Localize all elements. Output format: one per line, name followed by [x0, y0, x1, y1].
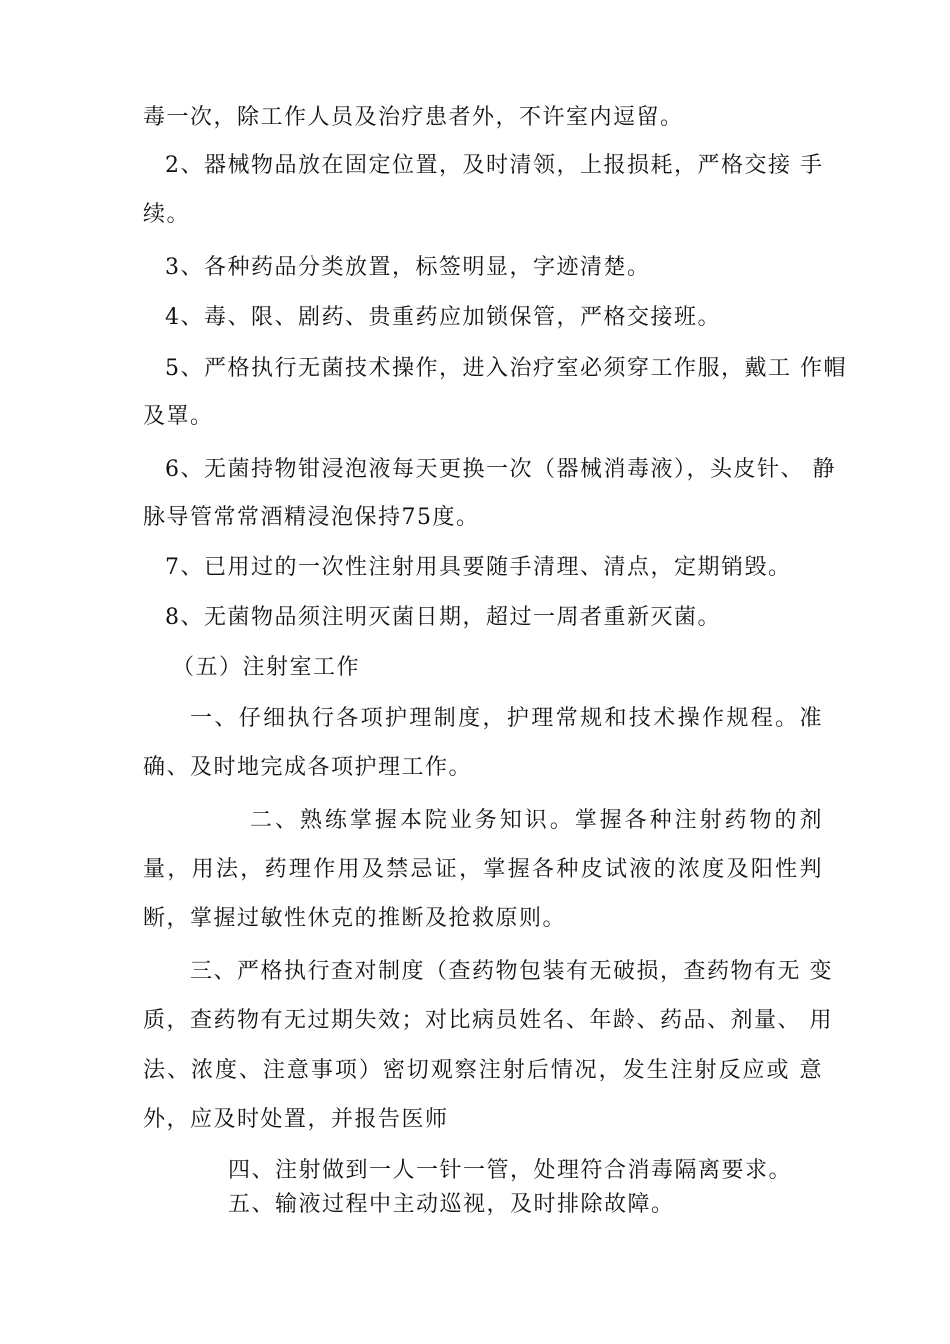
text-line: 2、器械物品放在固定位置，及时清领，上报损耗，严格交接 手: [165, 153, 824, 178]
text-line: 6、无菌持物钳浸泡液每天更换一次（器械消毒液），头皮针、 静: [165, 457, 836, 482]
text-line: 质，查药物有无过期失效；对比病员姓名、年龄、药品、剂量、 用: [143, 1008, 833, 1033]
text-line: 脉导管常常酒精浸泡保持75度。: [143, 505, 480, 530]
text-line: 法、浓度、注意事项）密切观察注射后情况，发生注射反应或 意: [143, 1058, 823, 1083]
text-line: 一、仔细执行各项护理制度，护理常规和技术操作规程。准: [190, 706, 823, 731]
text-line: 5、严格执行无菌技术操作，进入治疗室必须穿工作服，戴工 作帽: [165, 356, 847, 381]
text-line: 确、及时地完成各项护理工作。: [143, 755, 473, 780]
text-line: 外，应及时处置，并报告医师: [143, 1107, 449, 1132]
text-line: 四、注射做到一人一针一管，处理符合消毒隔离要求。: [228, 1158, 793, 1183]
text-line: 三、严格执行查对制度（查药物包装有无破损，查药物有无 变: [190, 959, 833, 984]
text-line: 量，用法，药理作用及禁忌证，掌握各种皮试液的浓度及阳性判: [143, 857, 823, 882]
text-line: 8、无菌物品须注明灭菌日期，超过一周者重新灭菌。: [165, 605, 721, 630]
text-line: 3、各种药品分类放置，标签明显，字迹清楚。: [165, 255, 651, 280]
text-line: 二、熟练掌握本院业务知识。掌握各种注射药物的剂: [250, 808, 823, 833]
section-heading: （五）注射室工作: [172, 655, 361, 680]
text-line: 续。: [143, 202, 191, 227]
text-line: 4、毒、限、剧药、贵重药应加锁保管，严格交接班。: [165, 305, 721, 330]
text-line: 断，掌握过敏性休克的推断及抢救原则。: [143, 906, 567, 931]
text-line: 7、已用过的一次性注射用具要随手清理、清点，定期销毁。: [165, 555, 792, 580]
text-line: 及罩。: [143, 404, 214, 429]
text-line: 五、输液过程中主动巡视，及时排除故障。: [228, 1192, 675, 1217]
text-line: 毒一次，除工作人员及治疗患者外，不许室内逗留。: [143, 105, 684, 130]
